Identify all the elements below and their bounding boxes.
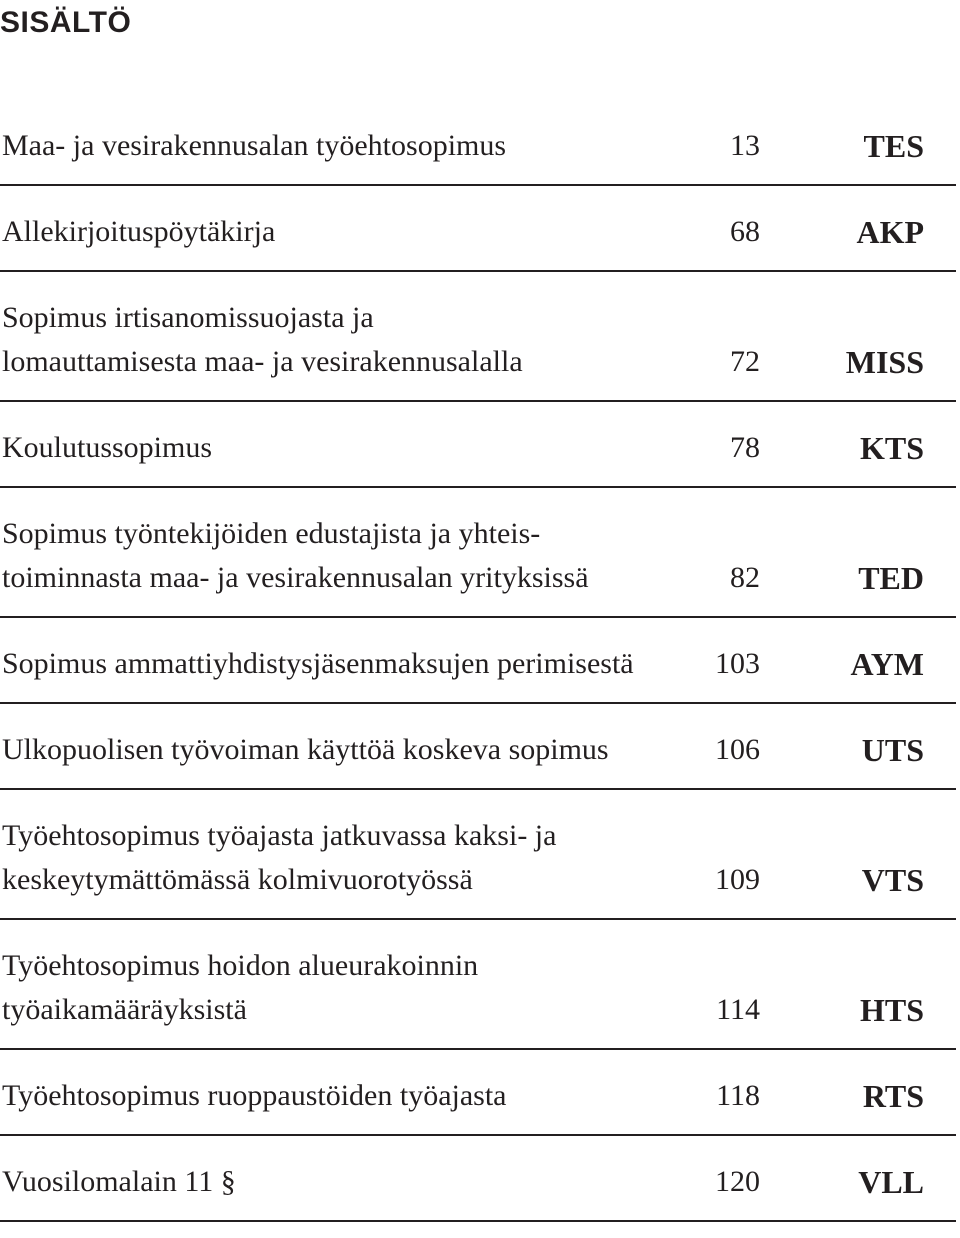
toc-entry-title: Työehtosopimus hoidon alueurakoinnin työaikamääräyksistä	[2, 949, 479, 1026]
toc-entry-abbr: RTS	[862, 1078, 924, 1114]
toc-entry-page: 82	[730, 561, 760, 594]
toc-entry[interactable]	[0, 618, 956, 704]
page-heading: SISÄLTÖ	[0, 6, 132, 39]
toc-entry-title: Koulutussopimus	[2, 431, 213, 464]
toc-entry[interactable]	[0, 272, 956, 402]
toc-entry-title: Sopimus ammattiyhdistysjäsenmaksujen perimisestä	[2, 647, 634, 680]
toc-entry-page: 114	[716, 993, 760, 1026]
toc-entry-title: Sopimus työntekijöiden edustajista ja yhteis- toiminnasta maa- ja vesirakennusalan yrityksissä	[2, 517, 589, 594]
toc-entry-abbr: KTS	[859, 430, 924, 466]
toc-entry[interactable]	[0, 790, 956, 920]
toc-entry-title: Työehtosopimus ruoppaustöiden työajasta	[2, 1079, 507, 1112]
toc-entry-page: 106	[715, 733, 760, 766]
toc-entry-title: Vuosilomalain 11 §	[2, 1165, 236, 1198]
toc-entry-abbr: AKP	[856, 214, 924, 250]
toc-entry-page: 68	[730, 215, 760, 248]
toc-entry-abbr: HTS	[859, 992, 924, 1028]
toc-entry-abbr: AYM	[850, 646, 924, 682]
toc-entry-page: 103	[715, 647, 760, 680]
toc-entry-page: 13	[730, 129, 760, 162]
toc-entry-page: 118	[716, 1079, 760, 1112]
toc-entry-page: 78	[730, 431, 760, 464]
toc-entry[interactable]	[0, 402, 956, 488]
toc-entry-abbr: TED	[858, 560, 924, 596]
toc-entry-title: Sopimus irtisanomissuojasta ja lomauttamisesta maa- ja vesirakennusalalla	[2, 301, 523, 378]
toc-entry[interactable]	[0, 100, 956, 186]
toc-entry-title: Ulkopuolisen työvoiman käyttöä koskeva sopimus	[2, 733, 609, 766]
toc-entry-title: Allekirjoituspöytäkirja	[2, 215, 276, 248]
toc-entry-page: 109	[715, 863, 760, 896]
toc-entry[interactable]	[0, 186, 956, 272]
toc-entry-abbr: VTS	[861, 862, 924, 898]
toc-entry[interactable]	[0, 704, 956, 790]
toc-entry-title: Maa- ja vesirakennusalan työehtosopimus	[2, 129, 507, 162]
toc-entry[interactable]	[0, 488, 956, 618]
toc-entry-abbr: TES	[863, 128, 924, 164]
toc-entry-page: 120	[715, 1165, 760, 1198]
toc-entry[interactable]	[0, 1050, 956, 1136]
toc-entry-page: 72	[730, 345, 760, 378]
toc-entry-abbr: UTS	[861, 732, 924, 768]
toc-entry-title: Työehtosopimus työajasta jatkuvassa kaksi- ja keskeytymättömässä kolmivuorotyössä	[2, 819, 557, 896]
toc-entry-abbr: VLL	[858, 1164, 924, 1200]
toc-entry[interactable]	[0, 1136, 956, 1222]
toc-entry-abbr: MISS	[845, 344, 924, 380]
table-of-contents	[0, 100, 956, 1222]
toc-entry[interactable]	[0, 920, 956, 1050]
